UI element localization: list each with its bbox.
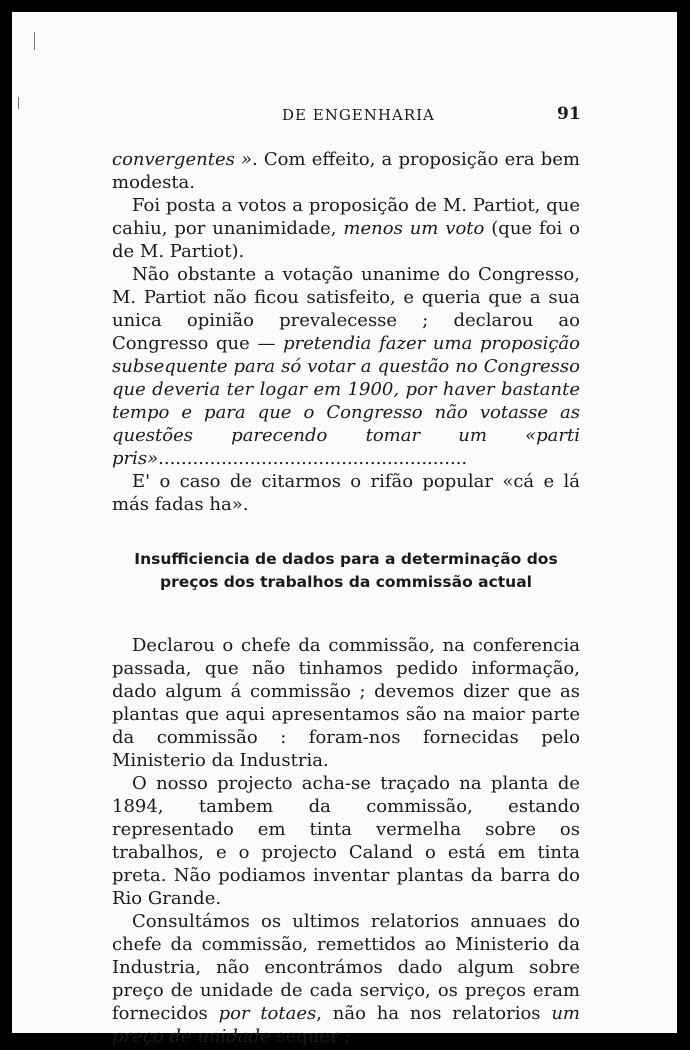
- text-run: O nosso projecto acha-se traçado na planta de 1894, tambem da commissão, estando representado em tinta vermelha sobre os trabalhos, e o projecto Caland o está em tinta preta. Não podiamos inventar plantas da barra do Rio Grande.: [112, 773, 580, 909]
- italic-text: pretendia fazer uma proposição subsequente para só votar a questão no Congresso que deveria ter logar em 1900, por haver bastante tempo e para que o Congresso não votasse as questões parecendo tomar um «parti pris»: [112, 333, 580, 469]
- intro-paragraphs: [112, 148, 580, 516]
- paragraph: [112, 148, 580, 194]
- margin-mark: [34, 32, 35, 50]
- text-run: . Com effeito, a proposição era bem modesta.: [112, 149, 580, 193]
- text-run: sequer ;: [270, 1026, 351, 1047]
- italic-text: por totaes: [218, 1003, 317, 1024]
- book-page: [12, 12, 677, 1047]
- paragraph: [112, 194, 580, 263]
- text-run: Consultámos os ultimos relatorios annuaes do chefe da commissão, remettidos ao Ministerio da Industria, não encontrámos dado algum sobre preço de unidade de cada serviço, os preços eram fornecidos: [112, 911, 580, 1024]
- paragraph: [112, 772, 580, 910]
- section-heading-line2: preços dos trabalhos da commissão actual: [160, 573, 532, 591]
- italic-text: menos um voto: [343, 218, 485, 239]
- italic-text: convergentes »: [112, 149, 253, 170]
- section-heading-line1: Insufficiencia de dados para a determinação dos: [134, 550, 558, 568]
- section-heading: [112, 548, 580, 594]
- paragraph: [112, 910, 580, 1048]
- text-run: Não obstante a votação unanime do Congresso, M. Partiot não ficou satisfeito, e queria que a sua unica opinião prevalecesse ; declarou ao Congresso que —: [112, 264, 580, 354]
- text-run: Foi posta a votos a proposição de M. Partiot, que cahiu, por unanimidade,: [112, 195, 580, 239]
- italic-text: um preço de unidade: [112, 1003, 580, 1047]
- section-paragraphs: [112, 634, 580, 1048]
- paragraph: [112, 634, 580, 772]
- text-run: Declarou o chefe da commissão, na conferencia passada, que não tinhamos pedido informação, dado algum á commissão ; devemos dizer que as plantas que aqui apresentamos são na maior parte da commissão : foram-nos fornecidas pelo Ministerio da Industria.: [112, 635, 580, 771]
- text-run: E' o caso de citarmos o rifão popular «cá e lá más fadas ha».: [112, 471, 580, 515]
- paragraph: [112, 263, 580, 470]
- text-run: ......................................................: [158, 448, 468, 469]
- text-run: (que foi o de M. Partiot).: [112, 218, 580, 262]
- text-run: , não ha nos relatorios: [316, 1003, 552, 1024]
- margin-mark: [18, 97, 19, 109]
- paragraph: [112, 470, 580, 516]
- page-body: [112, 148, 580, 1048]
- page-number: 91: [557, 104, 581, 124]
- running-title: DE ENGENHARIA: [282, 106, 435, 124]
